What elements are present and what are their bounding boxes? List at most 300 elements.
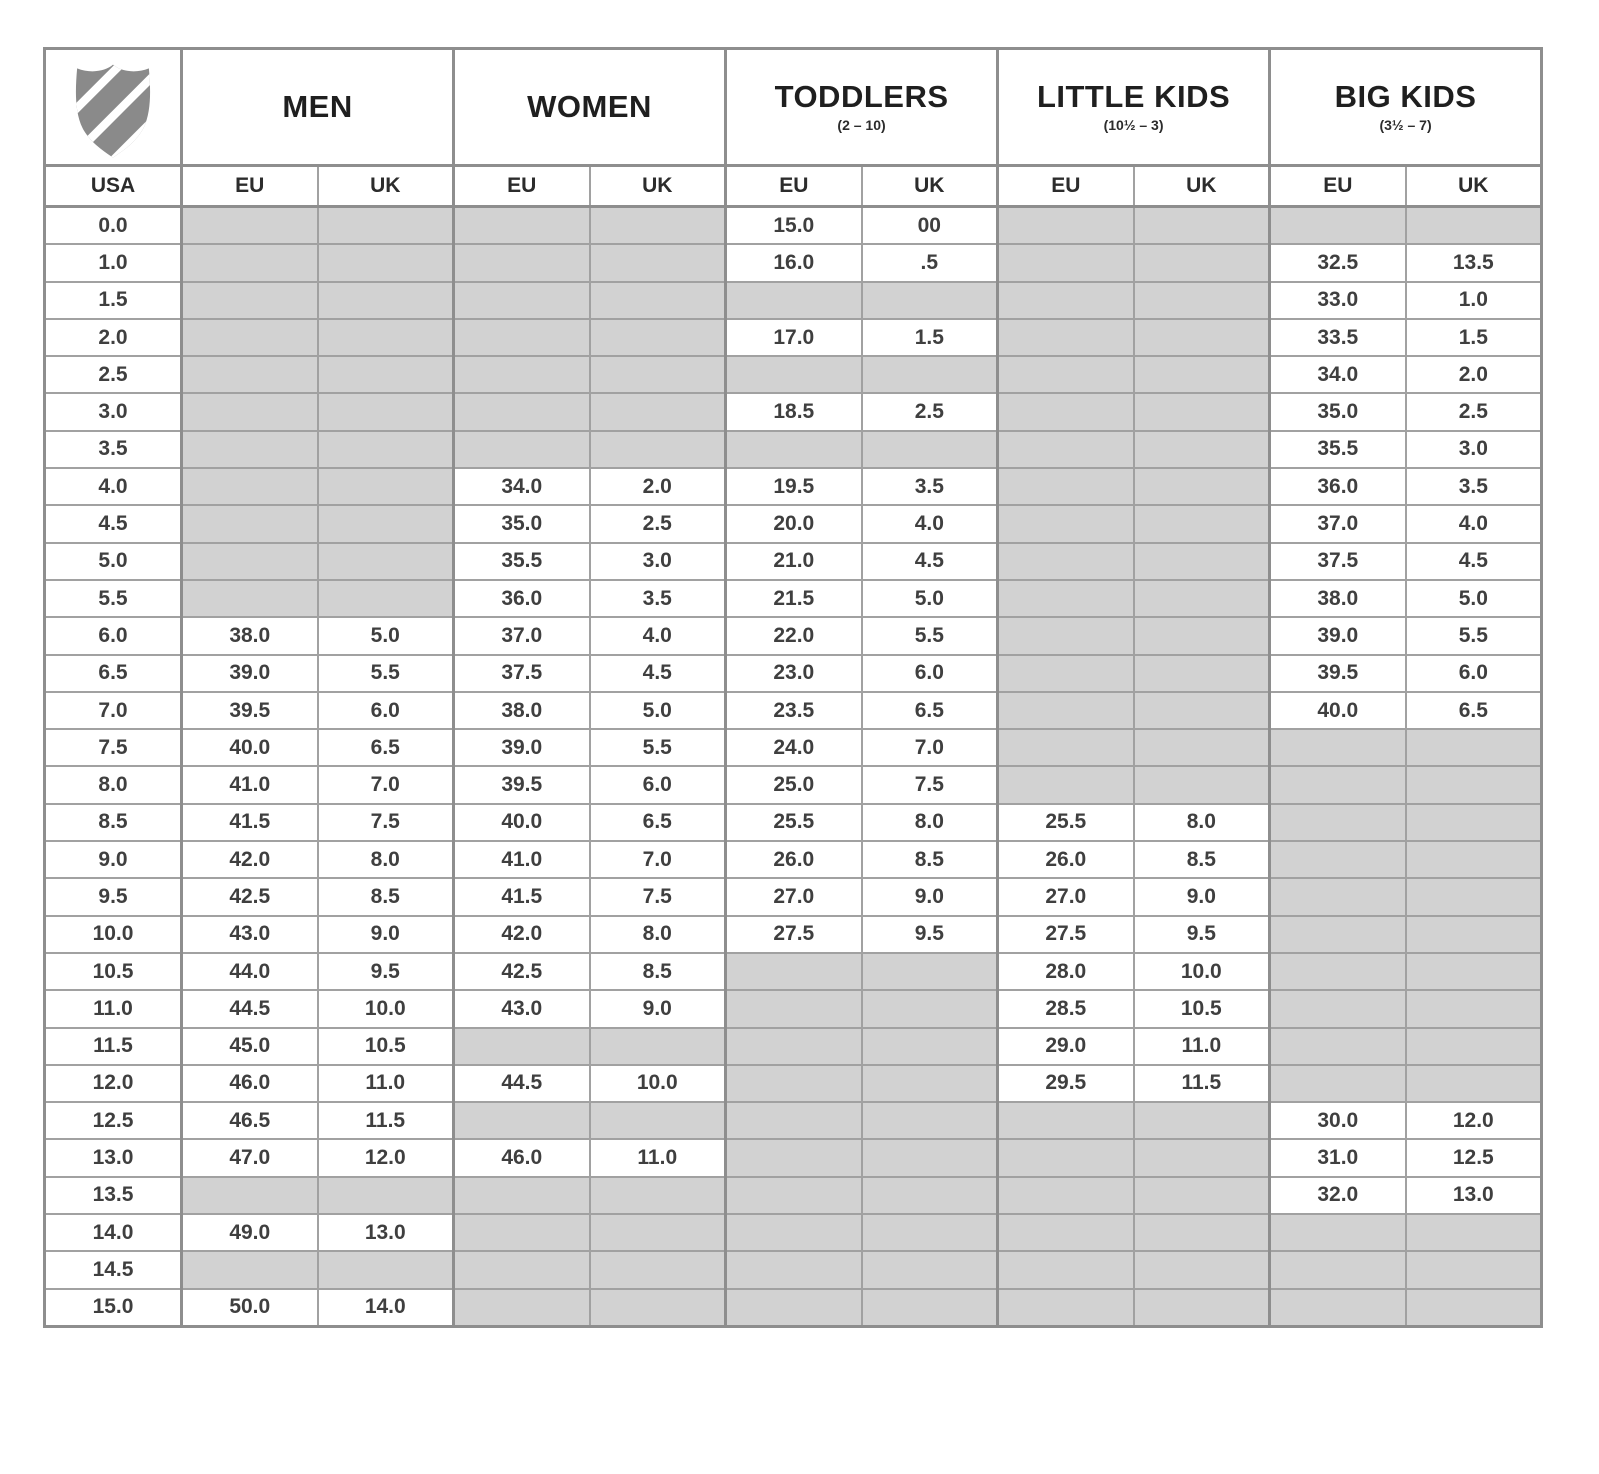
toddlers-uk-cell: 3.5 xyxy=(862,468,998,505)
men-uk-cell xyxy=(318,1251,454,1288)
table-row xyxy=(45,543,1542,580)
men-eu-cell xyxy=(182,543,318,580)
big-kids-eu-cell xyxy=(1270,804,1406,841)
toddlers-eu-cell xyxy=(726,953,862,990)
women-uk-cell: 3.5 xyxy=(590,580,726,617)
little-kids-uk-cell xyxy=(1134,319,1270,356)
women-eu-cell: 46.0 xyxy=(454,1139,590,1176)
group-label-women: WOMEN xyxy=(527,88,652,124)
men-uk-cell xyxy=(318,580,454,617)
big-kids-uk-cell: 13.0 xyxy=(1406,1177,1542,1214)
men-eu-cell: 38.0 xyxy=(182,617,318,654)
men-uk-cell: 5.5 xyxy=(318,655,454,692)
usa-size-cell: 5.5 xyxy=(45,580,182,617)
little-kids-uk-cell xyxy=(1134,580,1270,617)
toddlers-eu-cell: 22.0 xyxy=(726,617,862,654)
big-kids-eu-cell xyxy=(1270,841,1406,878)
table-row xyxy=(45,1214,1542,1251)
usa-size-cell: 8.0 xyxy=(45,766,182,803)
big-kids-eu-cell: 31.0 xyxy=(1270,1139,1406,1176)
men-uk-cell xyxy=(318,356,454,393)
toddlers-uk-cell: .5 xyxy=(862,244,998,281)
little-kids-uk-cell xyxy=(1134,431,1270,468)
usa-size-cell: 2.5 xyxy=(45,356,182,393)
men-eu-cell: 39.0 xyxy=(182,655,318,692)
usa-size-cell: 11.5 xyxy=(45,1028,182,1065)
usa-size-cell: 13.0 xyxy=(45,1139,182,1176)
little-kids-uk-cell xyxy=(1134,356,1270,393)
little-kids-eu-cell xyxy=(998,282,1134,319)
men-uk-cell xyxy=(318,282,454,319)
toddlers-eu-cell xyxy=(726,356,862,393)
little-kids-uk-cell xyxy=(1134,244,1270,281)
women-eu-cell: 41.0 xyxy=(454,841,590,878)
women-eu-cell: 44.5 xyxy=(454,1065,590,1102)
men-eu-cell: 44.5 xyxy=(182,990,318,1027)
toddlers-uk-cell xyxy=(862,356,998,393)
toddlers-uk-cell: 8.5 xyxy=(862,841,998,878)
big-kids-eu-cell: 38.0 xyxy=(1270,580,1406,617)
toddlers-uk-cell xyxy=(862,1289,998,1327)
column-header-toddlers-uk: UK xyxy=(862,166,998,207)
men-eu-cell: 40.0 xyxy=(182,729,318,766)
big-kids-eu-cell: 35.5 xyxy=(1270,431,1406,468)
toddlers-eu-cell xyxy=(726,1139,862,1176)
men-uk-cell: 14.0 xyxy=(318,1289,454,1327)
little-kids-uk-cell xyxy=(1134,468,1270,505)
usa-size-cell: 12.5 xyxy=(45,1102,182,1139)
big-kids-eu-cell xyxy=(1270,1289,1406,1327)
men-uk-cell xyxy=(318,543,454,580)
women-uk-cell xyxy=(590,431,726,468)
toddlers-eu-cell xyxy=(726,1028,862,1065)
group-label-men: MEN xyxy=(282,88,353,124)
men-uk-cell xyxy=(318,505,454,542)
table-row xyxy=(45,617,1542,654)
women-eu-cell xyxy=(454,1177,590,1214)
big-kids-uk-cell xyxy=(1406,1214,1542,1251)
big-kids-eu-cell xyxy=(1270,916,1406,953)
big-kids-uk-cell: 6.0 xyxy=(1406,655,1542,692)
men-uk-cell: 11.0 xyxy=(318,1065,454,1102)
toddlers-uk-cell xyxy=(862,1028,998,1065)
little-kids-eu-cell xyxy=(998,207,1134,245)
big-kids-eu-cell: 30.0 xyxy=(1270,1102,1406,1139)
little-kids-uk-cell: 11.5 xyxy=(1134,1065,1270,1102)
usa-size-cell: 1.0 xyxy=(45,244,182,281)
big-kids-uk-cell xyxy=(1406,1289,1542,1327)
size-conversion-table xyxy=(43,47,1543,1328)
table-row xyxy=(45,1065,1542,1102)
table-row xyxy=(45,356,1542,393)
table-row xyxy=(45,393,1542,430)
women-eu-cell xyxy=(454,1028,590,1065)
usa-size-cell: 10.0 xyxy=(45,916,182,953)
big-kids-eu-cell: 40.0 xyxy=(1270,692,1406,729)
women-eu-cell xyxy=(454,356,590,393)
usa-size-cell: 8.5 xyxy=(45,804,182,841)
little-kids-uk-cell xyxy=(1134,1289,1270,1327)
women-eu-cell: 38.0 xyxy=(454,692,590,729)
big-kids-eu-cell: 32.0 xyxy=(1270,1177,1406,1214)
size-table-body xyxy=(45,207,1542,1327)
men-eu-cell: 50.0 xyxy=(182,1289,318,1327)
little-kids-eu-cell xyxy=(998,356,1134,393)
group-header-big-kids xyxy=(1270,49,1542,166)
toddlers-eu-cell xyxy=(726,431,862,468)
toddlers-uk-cell: 8.0 xyxy=(862,804,998,841)
toddlers-eu-cell: 23.5 xyxy=(726,692,862,729)
little-kids-eu-cell: 25.5 xyxy=(998,804,1134,841)
group-sublabel-little-kids: (10½ – 3) xyxy=(1103,116,1164,133)
toddlers-uk-cell: 7.5 xyxy=(862,766,998,803)
women-eu-cell: 36.0 xyxy=(454,580,590,617)
big-kids-eu-cell: 36.0 xyxy=(1270,468,1406,505)
men-eu-cell xyxy=(182,244,318,281)
column-header-row xyxy=(45,166,1542,207)
table-row xyxy=(45,282,1542,319)
women-uk-cell: 8.5 xyxy=(590,953,726,990)
men-uk-cell: 9.0 xyxy=(318,916,454,953)
women-eu-cell xyxy=(454,282,590,319)
usa-size-cell: 2.0 xyxy=(45,319,182,356)
big-kids-uk-cell xyxy=(1406,207,1542,245)
column-header-usa: USA xyxy=(45,166,182,207)
little-kids-uk-cell: 10.0 xyxy=(1134,953,1270,990)
men-uk-cell: 6.5 xyxy=(318,729,454,766)
toddlers-eu-cell: 21.5 xyxy=(726,580,862,617)
women-eu-cell: 35.0 xyxy=(454,505,590,542)
women-uk-cell xyxy=(590,1214,726,1251)
toddlers-uk-cell: 9.0 xyxy=(862,878,998,915)
men-eu-cell: 45.0 xyxy=(182,1028,318,1065)
little-kids-eu-cell xyxy=(998,505,1134,542)
women-eu-cell: 37.5 xyxy=(454,655,590,692)
usa-size-cell: 15.0 xyxy=(45,1289,182,1327)
little-kids-eu-cell xyxy=(998,431,1134,468)
usa-size-cell: 13.5 xyxy=(45,1177,182,1214)
women-uk-cell: 5.0 xyxy=(590,692,726,729)
women-uk-cell: 3.0 xyxy=(590,543,726,580)
toddlers-eu-cell: 25.0 xyxy=(726,766,862,803)
big-kids-eu-cell: 33.5 xyxy=(1270,319,1406,356)
column-header-little-kids-uk: UK xyxy=(1134,166,1270,207)
women-uk-cell xyxy=(590,1102,726,1139)
table-row xyxy=(45,804,1542,841)
toddlers-uk-cell: 6.0 xyxy=(862,655,998,692)
men-eu-cell: 44.0 xyxy=(182,953,318,990)
little-kids-uk-cell xyxy=(1134,543,1270,580)
little-kids-eu-cell: 28.0 xyxy=(998,953,1134,990)
little-kids-uk-cell xyxy=(1134,766,1270,803)
big-kids-uk-cell xyxy=(1406,766,1542,803)
usa-size-cell: 4.5 xyxy=(45,505,182,542)
men-eu-cell: 49.0 xyxy=(182,1214,318,1251)
big-kids-uk-cell xyxy=(1406,953,1542,990)
men-uk-cell: 7.0 xyxy=(318,766,454,803)
men-eu-cell xyxy=(182,1177,318,1214)
toddlers-eu-cell xyxy=(726,1214,862,1251)
table-row xyxy=(45,1177,1542,1214)
group-label-toddlers: TODDLERS xyxy=(774,79,949,115)
women-eu-cell xyxy=(454,431,590,468)
group-header-toddlers xyxy=(726,49,998,166)
toddlers-eu-cell xyxy=(726,1251,862,1288)
table-row xyxy=(45,692,1542,729)
little-kids-uk-cell: 11.0 xyxy=(1134,1028,1270,1065)
women-uk-cell: 4.5 xyxy=(590,655,726,692)
men-eu-cell xyxy=(182,431,318,468)
little-kids-uk-cell: 8.5 xyxy=(1134,841,1270,878)
usa-size-cell: 3.5 xyxy=(45,431,182,468)
usa-size-cell: 14.5 xyxy=(45,1251,182,1288)
table-row xyxy=(45,580,1542,617)
toddlers-uk-cell xyxy=(862,431,998,468)
big-kids-eu-cell: 39.5 xyxy=(1270,655,1406,692)
column-header-big-kids-eu: EU xyxy=(1270,166,1406,207)
women-eu-cell: 42.0 xyxy=(454,916,590,953)
big-kids-uk-cell: 3.0 xyxy=(1406,431,1542,468)
group-label-little-kids: LITTLE KIDS xyxy=(1036,79,1231,115)
little-kids-uk-cell xyxy=(1134,1139,1270,1176)
usa-size-cell: 4.0 xyxy=(45,468,182,505)
little-kids-eu-cell: 27.5 xyxy=(998,916,1134,953)
women-eu-cell xyxy=(454,319,590,356)
toddlers-uk-cell xyxy=(862,1139,998,1176)
big-kids-uk-cell xyxy=(1406,990,1542,1027)
men-eu-cell xyxy=(182,468,318,505)
women-eu-cell xyxy=(454,207,590,245)
big-kids-uk-cell xyxy=(1406,1065,1542,1102)
big-kids-uk-cell: 5.0 xyxy=(1406,580,1542,617)
women-uk-cell: 9.0 xyxy=(590,990,726,1027)
little-kids-uk-cell xyxy=(1134,1214,1270,1251)
men-uk-cell: 13.0 xyxy=(318,1214,454,1251)
men-eu-cell xyxy=(182,1251,318,1288)
women-uk-cell xyxy=(590,356,726,393)
men-uk-cell xyxy=(318,468,454,505)
toddlers-uk-cell xyxy=(862,953,998,990)
little-kids-uk-cell xyxy=(1134,655,1270,692)
little-kids-uk-cell xyxy=(1134,729,1270,766)
little-kids-eu-cell: 27.0 xyxy=(998,878,1134,915)
usa-size-cell: 1.5 xyxy=(45,282,182,319)
men-eu-cell xyxy=(182,580,318,617)
little-kids-uk-cell xyxy=(1134,1251,1270,1288)
men-eu-cell: 43.0 xyxy=(182,916,318,953)
women-uk-cell xyxy=(590,319,726,356)
little-kids-eu-cell xyxy=(998,319,1134,356)
men-uk-cell: 8.0 xyxy=(318,841,454,878)
women-eu-cell: 39.5 xyxy=(454,766,590,803)
table-row xyxy=(45,1289,1542,1327)
toddlers-eu-cell: 19.5 xyxy=(726,468,862,505)
toddlers-uk-cell xyxy=(862,282,998,319)
women-uk-cell: 8.0 xyxy=(590,916,726,953)
women-uk-cell: 5.5 xyxy=(590,729,726,766)
little-kids-eu-cell xyxy=(998,729,1134,766)
men-uk-cell xyxy=(318,319,454,356)
little-kids-uk-cell xyxy=(1134,692,1270,729)
usa-size-cell: 6.5 xyxy=(45,655,182,692)
big-kids-uk-cell: 2.5 xyxy=(1406,393,1542,430)
group-header-row xyxy=(45,49,1542,166)
men-eu-cell xyxy=(182,282,318,319)
big-kids-uk-cell: 6.5 xyxy=(1406,692,1542,729)
little-kids-eu-cell: 29.0 xyxy=(998,1028,1134,1065)
big-kids-eu-cell xyxy=(1270,953,1406,990)
big-kids-uk-cell xyxy=(1406,804,1542,841)
men-eu-cell: 42.0 xyxy=(182,841,318,878)
group-header-men xyxy=(182,49,454,166)
big-kids-uk-cell xyxy=(1406,841,1542,878)
big-kids-uk-cell: 1.5 xyxy=(1406,319,1542,356)
usa-size-cell: 12.0 xyxy=(45,1065,182,1102)
toddlers-eu-cell: 21.0 xyxy=(726,543,862,580)
toddlers-uk-cell: 9.5 xyxy=(862,916,998,953)
usa-size-cell: 0.0 xyxy=(45,207,182,245)
table-row xyxy=(45,1251,1542,1288)
big-kids-eu-cell xyxy=(1270,1065,1406,1102)
little-kids-eu-cell xyxy=(998,617,1134,654)
big-kids-eu-cell xyxy=(1270,207,1406,245)
little-kids-uk-cell: 8.0 xyxy=(1134,804,1270,841)
toddlers-eu-cell: 18.5 xyxy=(726,393,862,430)
toddlers-eu-cell xyxy=(726,1289,862,1327)
women-uk-cell xyxy=(590,207,726,245)
women-uk-cell: 6.0 xyxy=(590,766,726,803)
women-eu-cell xyxy=(454,1251,590,1288)
toddlers-uk-cell xyxy=(862,1251,998,1288)
men-eu-cell xyxy=(182,505,318,542)
women-uk-cell: 11.0 xyxy=(590,1139,726,1176)
usa-size-cell: 6.0 xyxy=(45,617,182,654)
women-eu-cell xyxy=(454,1214,590,1251)
men-uk-cell xyxy=(318,431,454,468)
toddlers-uk-cell xyxy=(862,1177,998,1214)
women-eu-cell: 35.5 xyxy=(454,543,590,580)
women-eu-cell: 41.5 xyxy=(454,878,590,915)
women-uk-cell: 10.0 xyxy=(590,1065,726,1102)
table-row xyxy=(45,766,1542,803)
table-row xyxy=(45,431,1542,468)
usa-size-cell: 3.0 xyxy=(45,393,182,430)
little-kids-eu-cell xyxy=(998,580,1134,617)
men-uk-cell: 6.0 xyxy=(318,692,454,729)
little-kids-eu-cell: 26.0 xyxy=(998,841,1134,878)
usa-size-cell: 7.0 xyxy=(45,692,182,729)
women-uk-cell: 2.5 xyxy=(590,505,726,542)
usa-size-cell: 10.5 xyxy=(45,953,182,990)
column-header-women-uk: UK xyxy=(590,166,726,207)
usa-size-cell: 14.0 xyxy=(45,1214,182,1251)
table-row xyxy=(45,1139,1542,1176)
table-row xyxy=(45,916,1542,953)
usa-size-cell: 9.0 xyxy=(45,841,182,878)
little-kids-uk-cell xyxy=(1134,1177,1270,1214)
toddlers-uk-cell: 5.5 xyxy=(862,617,998,654)
toddlers-eu-cell: 27.0 xyxy=(726,878,862,915)
women-uk-cell xyxy=(590,393,726,430)
table-row xyxy=(45,505,1542,542)
women-eu-cell: 40.0 xyxy=(454,804,590,841)
little-kids-eu-cell xyxy=(998,543,1134,580)
column-header-men-uk: UK xyxy=(318,166,454,207)
little-kids-uk-cell xyxy=(1134,1102,1270,1139)
men-eu-cell: 46.0 xyxy=(182,1065,318,1102)
men-eu-cell: 42.5 xyxy=(182,878,318,915)
big-kids-eu-cell: 39.0 xyxy=(1270,617,1406,654)
toddlers-eu-cell xyxy=(726,990,862,1027)
table-header xyxy=(45,49,1542,207)
toddlers-eu-cell: 15.0 xyxy=(726,207,862,245)
women-uk-cell: 7.0 xyxy=(590,841,726,878)
striped-shield-logo xyxy=(67,56,159,158)
toddlers-eu-cell: 27.5 xyxy=(726,916,862,953)
toddlers-uk-cell xyxy=(862,1214,998,1251)
men-eu-cell: 47.0 xyxy=(182,1139,318,1176)
table-row xyxy=(45,244,1542,281)
big-kids-eu-cell: 37.0 xyxy=(1270,505,1406,542)
toddlers-eu-cell: 26.0 xyxy=(726,841,862,878)
men-uk-cell xyxy=(318,393,454,430)
table-row xyxy=(45,1102,1542,1139)
women-uk-cell xyxy=(590,1251,726,1288)
table-row xyxy=(45,319,1542,356)
men-uk-cell xyxy=(318,207,454,245)
men-uk-cell: 7.5 xyxy=(318,804,454,841)
little-kids-uk-cell: 9.0 xyxy=(1134,878,1270,915)
little-kids-uk-cell xyxy=(1134,393,1270,430)
toddlers-eu-cell: 20.0 xyxy=(726,505,862,542)
big-kids-uk-cell: 4.5 xyxy=(1406,543,1542,580)
toddlers-eu-cell: 17.0 xyxy=(726,319,862,356)
big-kids-uk-cell: 3.5 xyxy=(1406,468,1542,505)
men-uk-cell: 8.5 xyxy=(318,878,454,915)
little-kids-eu-cell xyxy=(998,468,1134,505)
table-row xyxy=(45,207,1542,245)
little-kids-eu-cell xyxy=(998,244,1134,281)
big-kids-uk-cell xyxy=(1406,916,1542,953)
little-kids-eu-cell xyxy=(998,1177,1134,1214)
little-kids-uk-cell xyxy=(1134,505,1270,542)
big-kids-uk-cell: 2.0 xyxy=(1406,356,1542,393)
group-sublabel-toddlers: (2 – 10) xyxy=(837,116,886,133)
column-header-women-eu: EU xyxy=(454,166,590,207)
toddlers-uk-cell: 2.5 xyxy=(862,393,998,430)
women-uk-cell xyxy=(590,244,726,281)
toddlers-eu-cell: 16.0 xyxy=(726,244,862,281)
group-label-big-kids: BIG KIDS xyxy=(1334,79,1477,115)
table-row xyxy=(45,841,1542,878)
big-kids-eu-cell xyxy=(1270,990,1406,1027)
big-kids-eu-cell: 37.5 xyxy=(1270,543,1406,580)
men-uk-cell: 10.5 xyxy=(318,1028,454,1065)
little-kids-eu-cell xyxy=(998,393,1134,430)
big-kids-uk-cell: 1.0 xyxy=(1406,282,1542,319)
toddlers-eu-cell: 24.0 xyxy=(726,729,862,766)
column-header-little-kids-eu: EU xyxy=(998,166,1134,207)
women-uk-cell xyxy=(590,1289,726,1327)
usa-size-cell: 11.0 xyxy=(45,990,182,1027)
little-kids-eu-cell xyxy=(998,1102,1134,1139)
men-uk-cell: 10.0 xyxy=(318,990,454,1027)
toddlers-uk-cell: 7.0 xyxy=(862,729,998,766)
women-uk-cell xyxy=(590,1028,726,1065)
brand-logo-cell xyxy=(45,49,182,166)
table-row xyxy=(45,729,1542,766)
group-header-little-kids xyxy=(998,49,1270,166)
